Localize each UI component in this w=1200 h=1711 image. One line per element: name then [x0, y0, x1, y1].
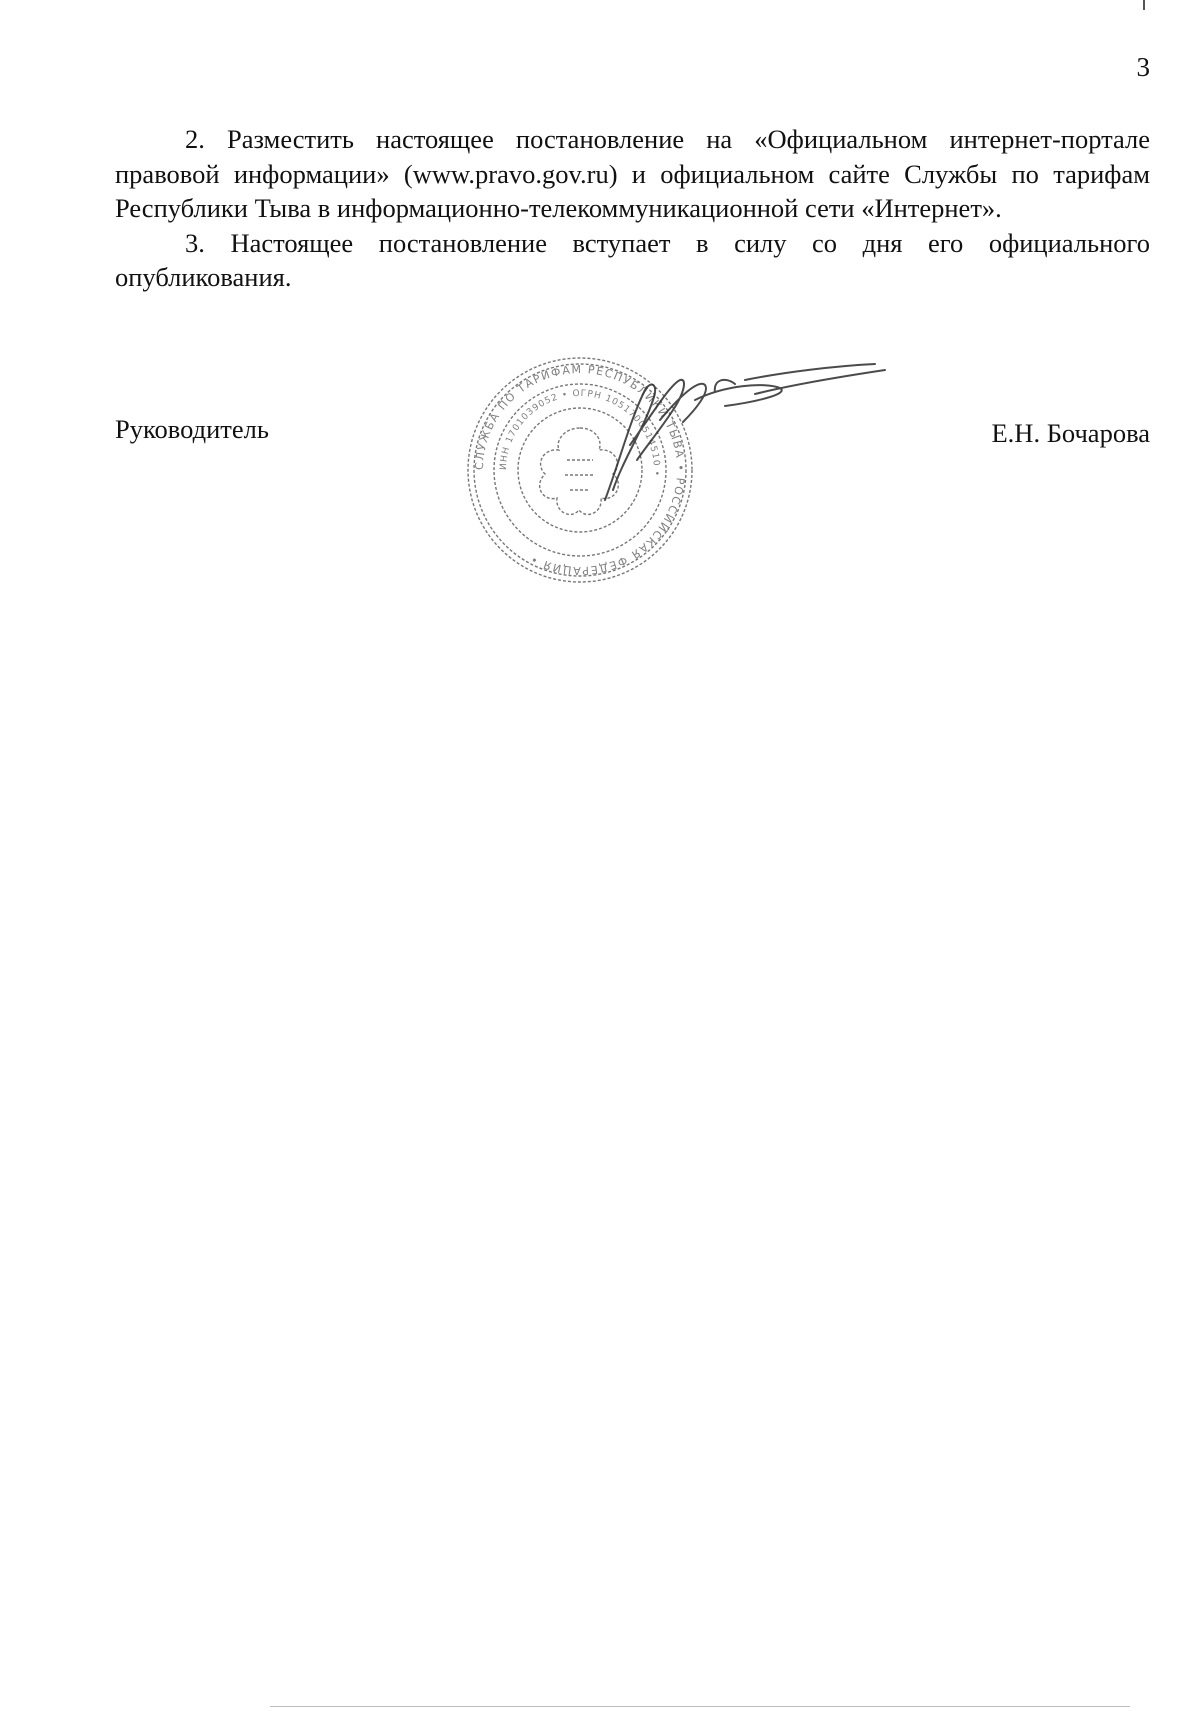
official-seal-with-signature [455, 350, 935, 590]
page-number: 3 [1136, 52, 1150, 82]
signature-block [115, 360, 1150, 600]
scan-mark-bottom [270, 1706, 1130, 1707]
signer-position: Руководитель [115, 414, 269, 444]
svg-text:ИНН 1701039052 • ОГРН 10517005 [499, 389, 661, 477]
document-body [115, 122, 1150, 295]
seal-inner-text: ИНН 1701039052 • ОГРН 1051700514510 • [498, 388, 662, 478]
paragraph-3: 3. Настоящее постановление вступает в силу со дня его официального опубликования. [115, 227, 1150, 292]
signer-name: Е.Н. Бочарова [991, 418, 1150, 448]
seal-outer-text: СЛУЖБА ПО ТАРИФАМ РЕСПУБЛИКИ ТЫВА • РОССИЙСКАЯ ФЕДЕРАЦИЯ • [472, 362, 688, 578]
scan-mark-top [1143, 0, 1145, 10]
paragraph-2: 2. Разместить настоящее постановление на «Официальном интернет-портале правовой информации» (www.pravo.gov.ru) и официальном сайте Службы по тарифам Республики Тыва в информационно-телекоммуникационной сети «Интернет». [115, 124, 1150, 223]
emblem-icon [540, 428, 619, 514]
